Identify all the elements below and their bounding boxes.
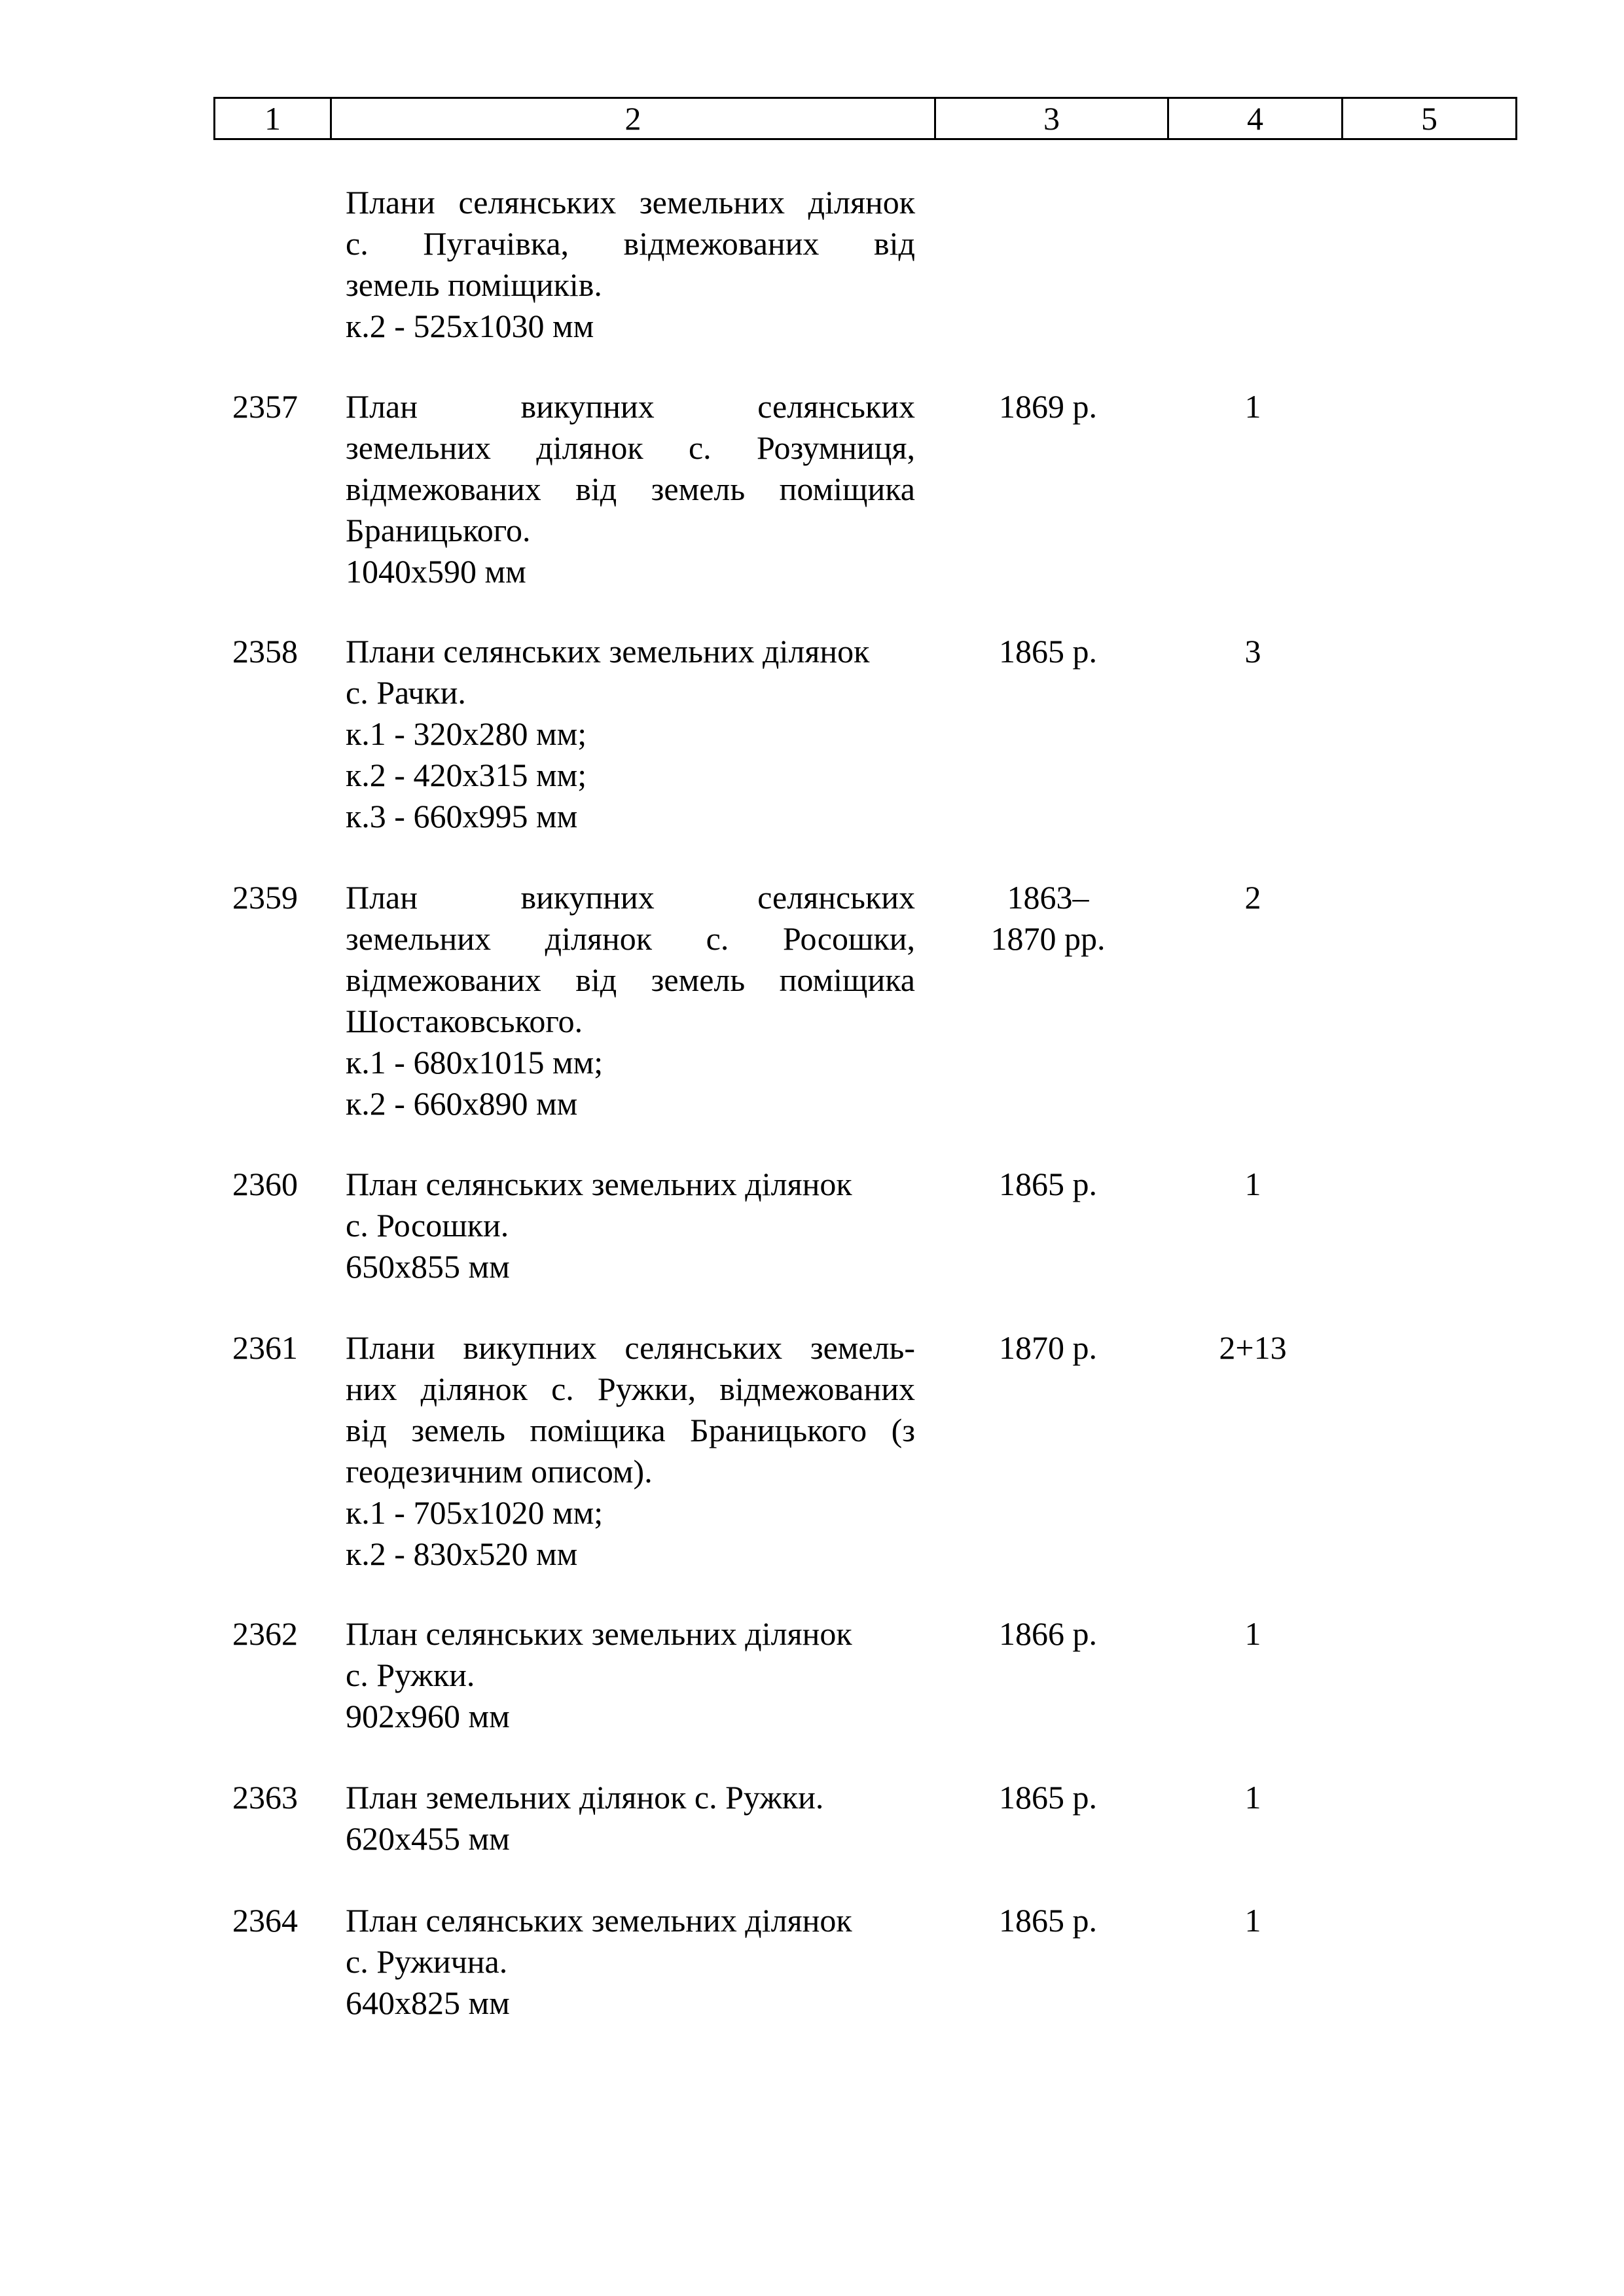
description-line: с. Росошки. (346, 1207, 509, 1244)
entry-date (933, 1164, 1163, 1205)
description-line: к.2 - 660х890 мм (346, 1085, 578, 1122)
entry-count: 1 (1244, 1779, 1261, 1816)
description-line: земельних ділянок с. Росошки, (346, 920, 915, 957)
description-line: План селянських земельних ділянок (346, 1902, 852, 1939)
entry-description (346, 386, 915, 592)
column-header-5: 5 (1343, 98, 1517, 139)
entry-description (346, 1327, 915, 1575)
entry-date (933, 1900, 1163, 1941)
entry-number: 2359 (232, 879, 298, 916)
column-header-4: 4 (1168, 98, 1343, 139)
description-line: 640х825 мм (346, 1984, 510, 2021)
date-line: 1865 р. (999, 1166, 1097, 1202)
column-header-row (215, 98, 1517, 139)
description-line: План селянських земельних ділянок (346, 1615, 852, 1652)
description-line: Плани селянських земельних ділянок (346, 184, 915, 221)
description-line: геодезичним описом). (346, 1453, 653, 1490)
entry-description (346, 1613, 915, 1737)
description-line: відмежованих від земель поміщика (346, 961, 915, 998)
description-line: с. Ружична. (346, 1943, 508, 1980)
column-header-1: 1 (215, 98, 331, 139)
entry-count: 1 (1244, 1902, 1261, 1939)
description-line: к.1 - 705х1020 мм; (346, 1494, 604, 1531)
entry-date (933, 1777, 1163, 1818)
description-line: 902х960 мм (346, 1698, 510, 1734)
entry-description (346, 1900, 915, 2024)
description-line: к.3 - 660х995 мм (346, 798, 578, 834)
entry-description (346, 1777, 915, 1859)
entry-number: 2358 (232, 633, 298, 670)
description-line: План викупних селянських (346, 879, 915, 916)
description-line: Плани викупних селянських земель- (346, 1329, 915, 1366)
description-line: к.1 - 320х280 мм; (346, 715, 587, 752)
description-line: к.2 - 420х315 мм; (346, 757, 587, 793)
entry-date (933, 631, 1163, 672)
date-line: 1865 р. (999, 1902, 1097, 1939)
description-line: План земельних ділянок с. Ружки. (346, 1779, 824, 1816)
entry-count: 2+13 (1219, 1329, 1287, 1366)
column-header-table (213, 97, 1517, 140)
description-line: 650х855 мм (346, 1248, 510, 1285)
description-line: Браницького. (346, 512, 531, 548)
description-line: к.2 - 830х520 мм (346, 1535, 578, 1572)
date-line: 1870 р. (999, 1329, 1097, 1366)
description-line: Шостаковського. (346, 1003, 583, 1039)
description-line: відмежованих від земель поміщика (346, 471, 915, 507)
description-line: Плани селянських земельних ділянок (346, 633, 870, 670)
description-line: к.2 - 525х1030 мм (346, 308, 594, 344)
entry-number: 2364 (232, 1902, 298, 1939)
description-line: с. Ружки. (346, 1657, 475, 1693)
entry-date (933, 386, 1163, 427)
entry-description (346, 631, 915, 837)
description-line: к.1 - 680х1015 мм; (346, 1044, 604, 1081)
entry-count: 2 (1244, 879, 1261, 916)
entry-date (933, 1327, 1163, 1369)
description-line: План викупних селянських (346, 388, 915, 425)
entry-description (346, 182, 915, 347)
description-line: земельних ділянок с. Розумниця, (346, 429, 915, 466)
description-line: 1040х590 мм (346, 553, 526, 590)
date-line: 1866 р. (999, 1615, 1097, 1652)
date-line: 1865 р. (999, 633, 1097, 670)
date-line: 1863– (1007, 879, 1089, 916)
column-header-2: 2 (331, 98, 935, 139)
entry-number: 2360 (232, 1166, 298, 1202)
date-line: 1865 р. (999, 1779, 1097, 1816)
description-line: 620х455 мм (346, 1820, 510, 1857)
entry-number: 2362 (232, 1615, 298, 1652)
entry-count: 1 (1244, 1615, 1261, 1652)
entry-count: 1 (1244, 1166, 1261, 1202)
entry-date (933, 1613, 1163, 1655)
entry-number: 2361 (232, 1329, 298, 1366)
entry-date (933, 877, 1163, 960)
date-line: 1869 р. (999, 388, 1097, 425)
column-header-3: 3 (935, 98, 1168, 139)
description-line: земель поміщиків. (346, 266, 602, 303)
date-line: 1870 рр. (990, 920, 1106, 957)
entry-count: 1 (1244, 388, 1261, 425)
entry-number: 2357 (232, 388, 298, 425)
description-line: План селянських земельних ділянок (346, 1166, 852, 1202)
description-line: них ділянок с. Ружки, відмежованих (346, 1371, 915, 1407)
entry-count: 3 (1244, 633, 1261, 670)
entry-number: 2363 (232, 1779, 298, 1816)
description-line: с. Рачки. (346, 674, 466, 711)
entry-description (346, 877, 915, 1124)
description-line: від земель поміщика Браницького (з (346, 1412, 915, 1448)
description-line: с. Пугачівка, відмежованих від (346, 225, 915, 262)
entry-description (346, 1164, 915, 1287)
